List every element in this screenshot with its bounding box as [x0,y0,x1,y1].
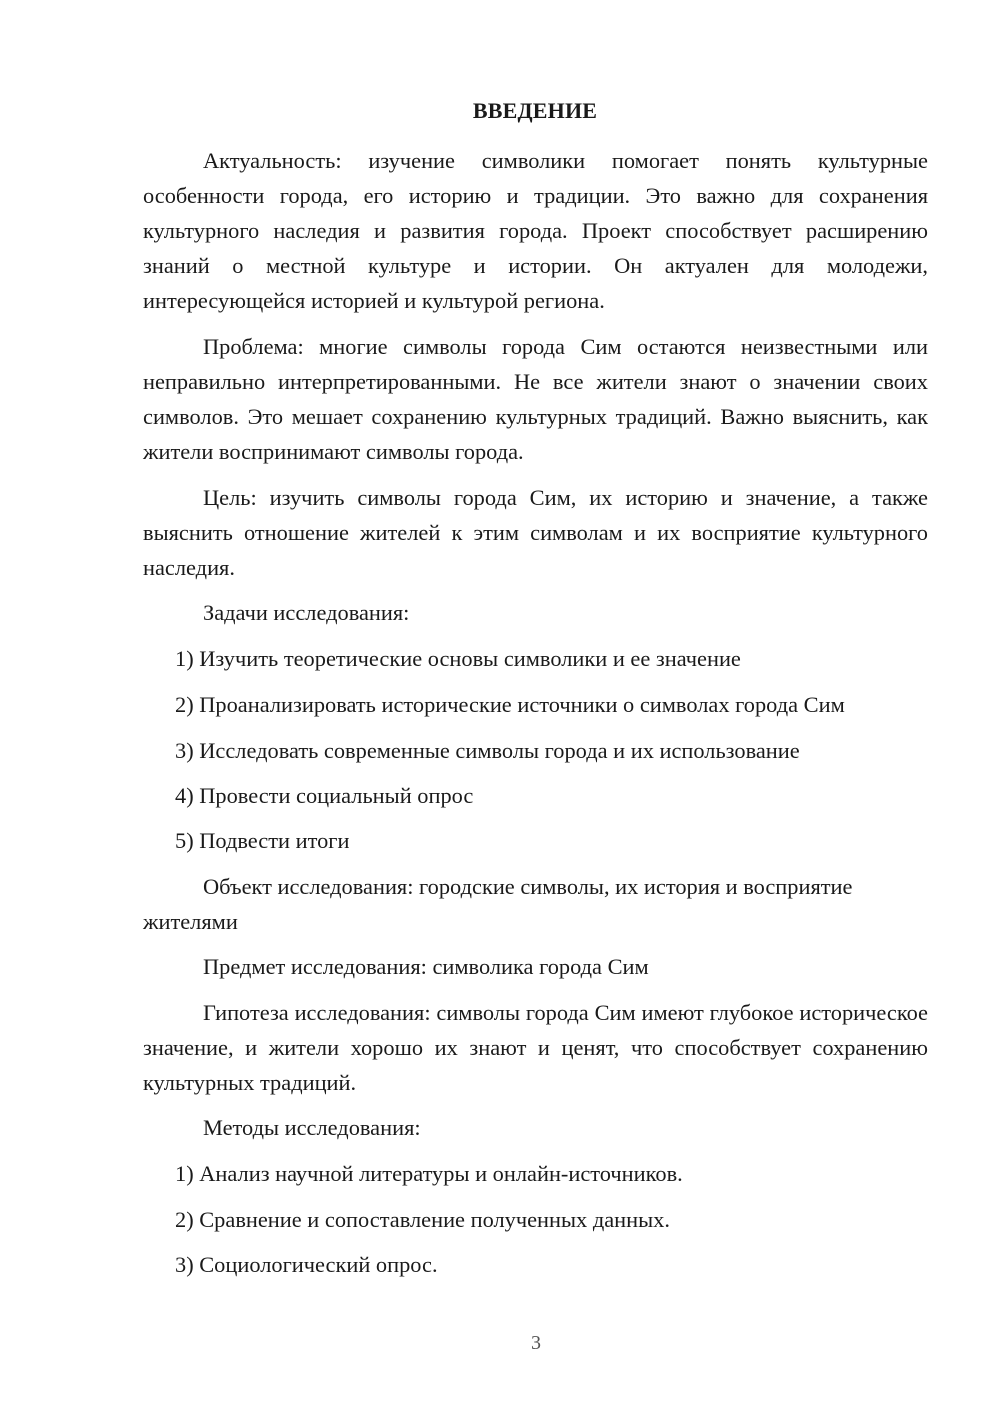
goal-paragraph: Цель: изучить символы города Сим, их историю и значение, а также выяснить отношение жителей к этим символам и их восприятие культурного наследия. [143,485,928,580]
task-item-1: 1) Изучить теоретические основы символики и ее значение [175,646,741,671]
method-item-2: 2) Сравнение и сопоставление полученных данных. [175,1207,670,1232]
method-item-1: 1) Анализ научной литературы и онлайн-источников. [175,1161,683,1186]
task-item-4: 4) Провести социальный опрос [175,783,474,808]
hypothesis-paragraph: Гипотеза исследования: символы города Сим имеют глубокое историческое значение, и жители хорошо их знают и ценят, что способствует сохранению культурных традиций. [143,1000,928,1095]
tasks-heading: Задачи исследования: [203,600,410,625]
problem-paragraph: Проблема: многие символы города Сим остаются неизвестными или неправильно интерпретированными. Не все жители знают о значении своих символов. Это мешает сохранению культурных традиций. Важно выяснить, как жители воспринимают символы города. [143,334,928,464]
task-item-2: 2) Проанализировать исторические источники о символах города Сим [175,692,845,717]
subject-paragraph: Предмет исследования: символика города Сим [203,954,649,979]
object-paragraph: Объект исследования: городские символы, их история и восприятие жителями [143,874,853,934]
relevance-paragraph: Актуальность: изучение символики помогает понять культурные особенности города, его историю и традиции. Это важно для сохранения культурного наследия и развития города. Проект способствует расширению знаний о местной культуре и истории. Он актуален для молодежи, интересующейся историей и культурой региона. [143,148,928,313]
page-number: 3 [531,1332,541,1354]
task-item-5: 5) Подвести итоги [175,828,350,853]
method-item-3: 3) Социологический опрос. [175,1252,438,1277]
page-title: ВВЕДЕНИЕ [472,98,598,123]
task-item-3: 3) Исследовать современные символы города и их использование [175,738,800,763]
methods-heading: Методы исследования: [203,1115,421,1140]
